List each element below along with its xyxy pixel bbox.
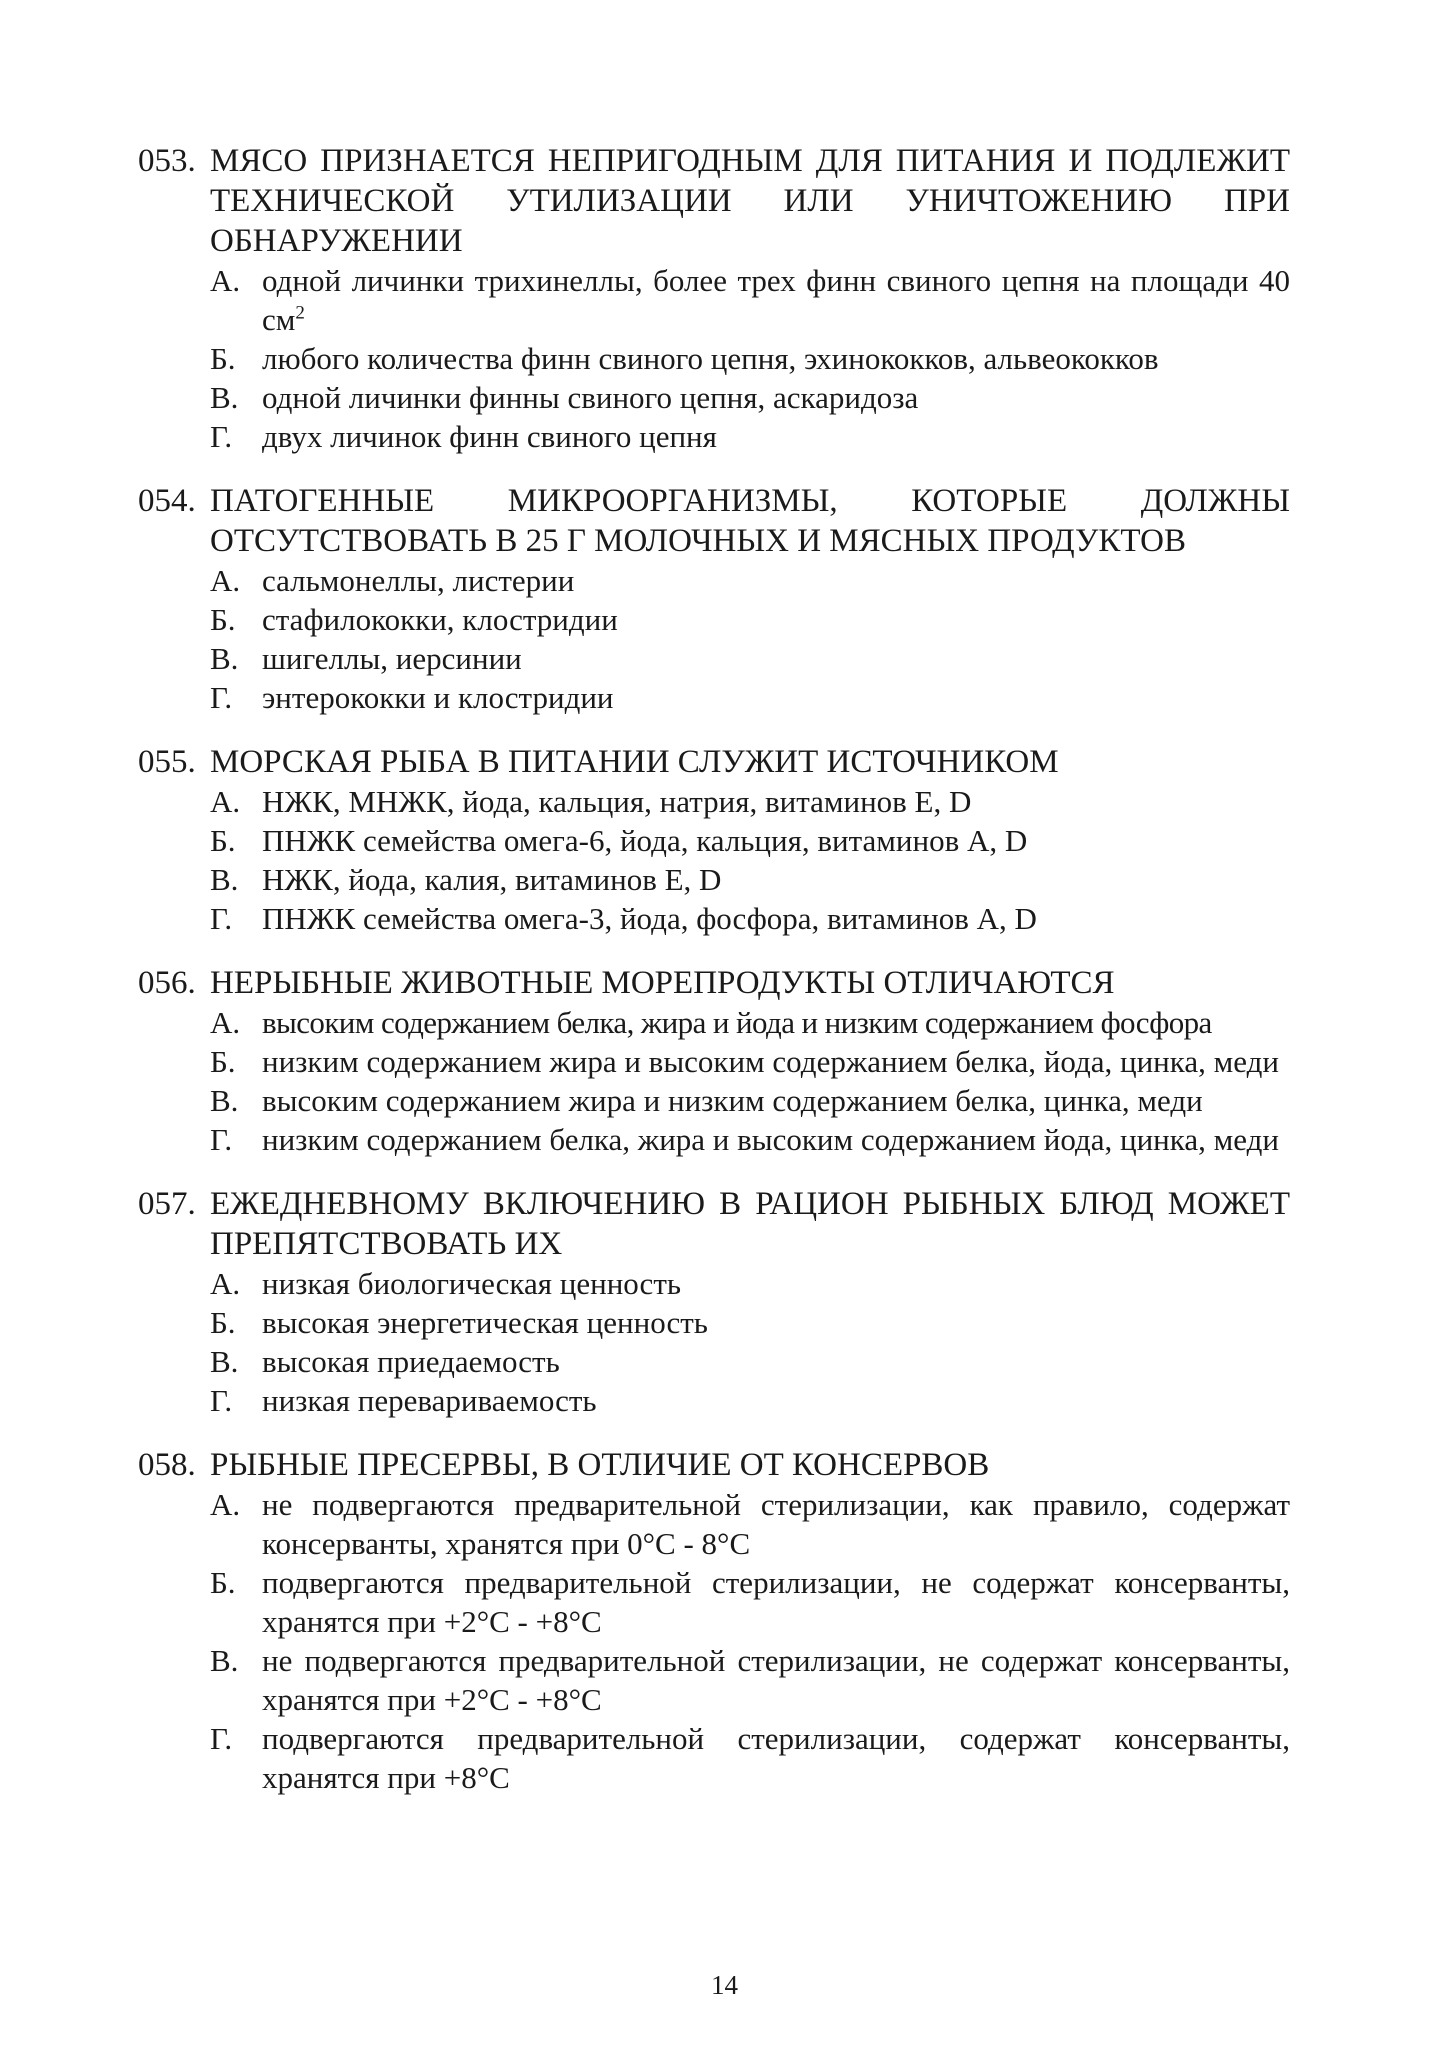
- answer-option: [210, 1303, 1290, 1342]
- question-header: [138, 742, 1290, 782]
- answer-option: [210, 1381, 1290, 1420]
- option-letter: Б.: [210, 1305, 236, 1340]
- option-text: сальмонеллы, листерии: [262, 563, 575, 598]
- question-number: 056.: [138, 965, 196, 1001]
- option-text: НЖК, МНЖК, йода, кальция, натрия, витаминов Е, D: [262, 784, 972, 819]
- option-letter: В.: [210, 380, 239, 415]
- option-letter: А.: [210, 563, 241, 598]
- answer-option: [210, 600, 1290, 639]
- answer-option: [210, 639, 1290, 678]
- question: [138, 1184, 1290, 1420]
- answer-option: [210, 899, 1290, 938]
- answer-option: [210, 1641, 1290, 1719]
- option-letter: Г.: [210, 419, 233, 454]
- option-letter: Г.: [210, 1122, 233, 1157]
- option-text: высоким содержанием жира и низким содержанием белка, цинка, меди: [262, 1083, 1203, 1118]
- option-text: высоким содержанием белка, жира и йода и низким содержанием фосфора: [262, 1005, 1212, 1040]
- option-text: низким содержанием белка, жира и высоким содержанием йода, цинка, меди: [262, 1122, 1279, 1157]
- option-text: НЖК, йода, калия, витаминов Е, D: [262, 862, 722, 897]
- answer-option: [210, 1081, 1290, 1120]
- option-text: высокая приедаемость: [262, 1344, 560, 1379]
- answer-option: [210, 1563, 1290, 1641]
- question: [138, 481, 1290, 717]
- option-letter: В.: [210, 862, 239, 897]
- question: [138, 742, 1290, 938]
- answer-option: [210, 782, 1290, 821]
- answer-option: [210, 261, 1290, 339]
- question: [138, 963, 1290, 1159]
- answer-option: [210, 561, 1290, 600]
- question-number: 055.: [138, 744, 196, 780]
- option-text: [262, 261, 1290, 339]
- question: [138, 1445, 1290, 1797]
- question-header: [138, 481, 1290, 561]
- option-letter: В.: [210, 1643, 239, 1678]
- question-list: [138, 141, 1290, 1822]
- option-letter: Г.: [210, 680, 233, 715]
- question-text: ПАТОГЕННЫЕ МИКРООРГАНИЗМЫ, КОТОРЫЕ ДОЛЖНЫ ОТСУТСТВОВАТЬ В 25 Г МОЛОЧНЫХ И МЯСНЫХ ПРОДУКТОВ: [210, 483, 1290, 559]
- option-text: энтерококки и клостридии: [262, 680, 614, 715]
- answer-option: [210, 1719, 1290, 1797]
- question-header: [138, 963, 1290, 1003]
- answer-options: [210, 561, 1290, 717]
- option-text: подвергаются предварительной стерилизации, не содержат консерванты, хранятся при +2°С - +8°С: [262, 1565, 1290, 1639]
- question-header: [138, 1445, 1290, 1485]
- answer-option: [210, 1120, 1290, 1159]
- option-text: стафилококки, клостридии: [262, 602, 618, 637]
- option-letter: Б.: [210, 341, 236, 376]
- option-text: любого количества финн свиного цепня, эхинококков, альвеококков: [262, 341, 1159, 376]
- option-letter: А.: [210, 784, 241, 819]
- answer-options: [210, 1264, 1290, 1420]
- answer-options: [210, 1003, 1290, 1159]
- question: [138, 141, 1290, 456]
- question-text: ЕЖЕДНЕВНОМУ ВКЛЮЧЕНИЮ В РАЦИОН РЫБНЫХ БЛЮД МОЖЕТ ПРЕПЯТСТВОВАТЬ ИХ: [210, 1186, 1290, 1262]
- option-text: ПНЖК семейства омега-6, йода, кальция, витаминов А, D: [262, 823, 1028, 858]
- question-number: 057.: [138, 1186, 196, 1222]
- answer-option: [210, 1003, 1290, 1042]
- answer-option: [210, 1485, 1290, 1563]
- option-text: шигеллы, иерсинии: [262, 641, 522, 676]
- option-letter: В.: [210, 641, 239, 676]
- question-number: 058.: [138, 1447, 196, 1483]
- option-letter: Б.: [210, 1565, 236, 1600]
- option-letter: В.: [210, 1083, 239, 1118]
- option-letter: Г.: [210, 1721, 233, 1756]
- question-header: [138, 1184, 1290, 1264]
- question-header: [138, 141, 1290, 261]
- superscript: 2: [295, 302, 305, 324]
- question-text: МЯСО ПРИЗНАЕТСЯ НЕПРИГОДНЫМ ДЛЯ ПИТАНИЯ И ПОДЛЕЖИТ ТЕХНИЧЕСКОЙ УТИЛИЗАЦИИ ИЛИ УНИЧТОЖЕНИЮ ПРИ ОБНАРУЖЕНИИ: [210, 143, 1290, 259]
- option-text: высокая энергетическая ценность: [262, 1305, 708, 1340]
- option-letter: В.: [210, 1344, 239, 1379]
- option-text: низкая перевариваемость: [262, 1383, 597, 1418]
- answer-option: [210, 339, 1290, 378]
- answer-options: [210, 1485, 1290, 1797]
- answer-options: [210, 782, 1290, 938]
- option-letter: А.: [210, 1487, 241, 1522]
- option-text: ПНЖК семейства омега-3, йода, фосфора, витаминов А, D: [262, 901, 1037, 936]
- option-text: подвергаются предварительной стерилизации, содержат консерванты, хранятся при +8°С: [262, 1721, 1290, 1795]
- question-number: 054.: [138, 483, 196, 519]
- option-text: низким содержанием жира и высоким содержанием белка, йода, цинка, меди: [262, 1044, 1279, 1079]
- option-text: низкая биологическая ценность: [262, 1266, 681, 1301]
- answer-option: [210, 1042, 1290, 1081]
- option-letter: А.: [210, 1005, 241, 1040]
- answer-option: [210, 1342, 1290, 1381]
- option-text: не подвергаются предварительной стерилизации, как правило, содержат консерванты, хранятся при 0°С - 8°С: [262, 1487, 1290, 1561]
- question-text: РЫБНЫЕ ПРЕСЕРВЫ, В ОТЛИЧИЕ ОТ КОНСЕРВОВ: [210, 1447, 990, 1483]
- answer-option: [210, 821, 1290, 860]
- question-number: 053.: [138, 143, 196, 179]
- option-text: двух личинок финн свиного цепня: [262, 419, 717, 454]
- answer-option: [210, 678, 1290, 717]
- answer-options: [210, 261, 1290, 456]
- answer-option: [210, 417, 1290, 456]
- option-letter: А.: [210, 1266, 241, 1301]
- option-text-main: одной личинки трихинеллы, более трех финн свиного цепня на площади 40 см: [262, 263, 1290, 337]
- option-letter: Г.: [210, 1383, 233, 1418]
- option-letter: Б.: [210, 823, 236, 858]
- option-text: одной личинки финны свиного цепня, аскаридоза: [262, 380, 919, 415]
- answer-option: [210, 378, 1290, 417]
- answer-option: [210, 860, 1290, 899]
- option-text: не подвергаются предварительной стерилизации, не содержат консерванты, хранятся при +2°С - +8°С: [262, 1643, 1290, 1717]
- option-letter: Б.: [210, 1044, 236, 1079]
- question-text: МОРСКАЯ РЫБА В ПИТАНИИ СЛУЖИТ ИСТОЧНИКОМ: [210, 744, 1059, 780]
- answer-option: [210, 1264, 1290, 1303]
- option-letter: Г.: [210, 901, 233, 936]
- option-letter: А.: [210, 263, 241, 298]
- page-number: 14: [711, 1970, 738, 2000]
- question-text: НЕРЫБНЫЕ ЖИВОТНЫЕ МОРЕПРОДУКТЫ ОТЛИЧАЮТСЯ: [210, 965, 1115, 1001]
- option-letter: Б.: [210, 602, 236, 637]
